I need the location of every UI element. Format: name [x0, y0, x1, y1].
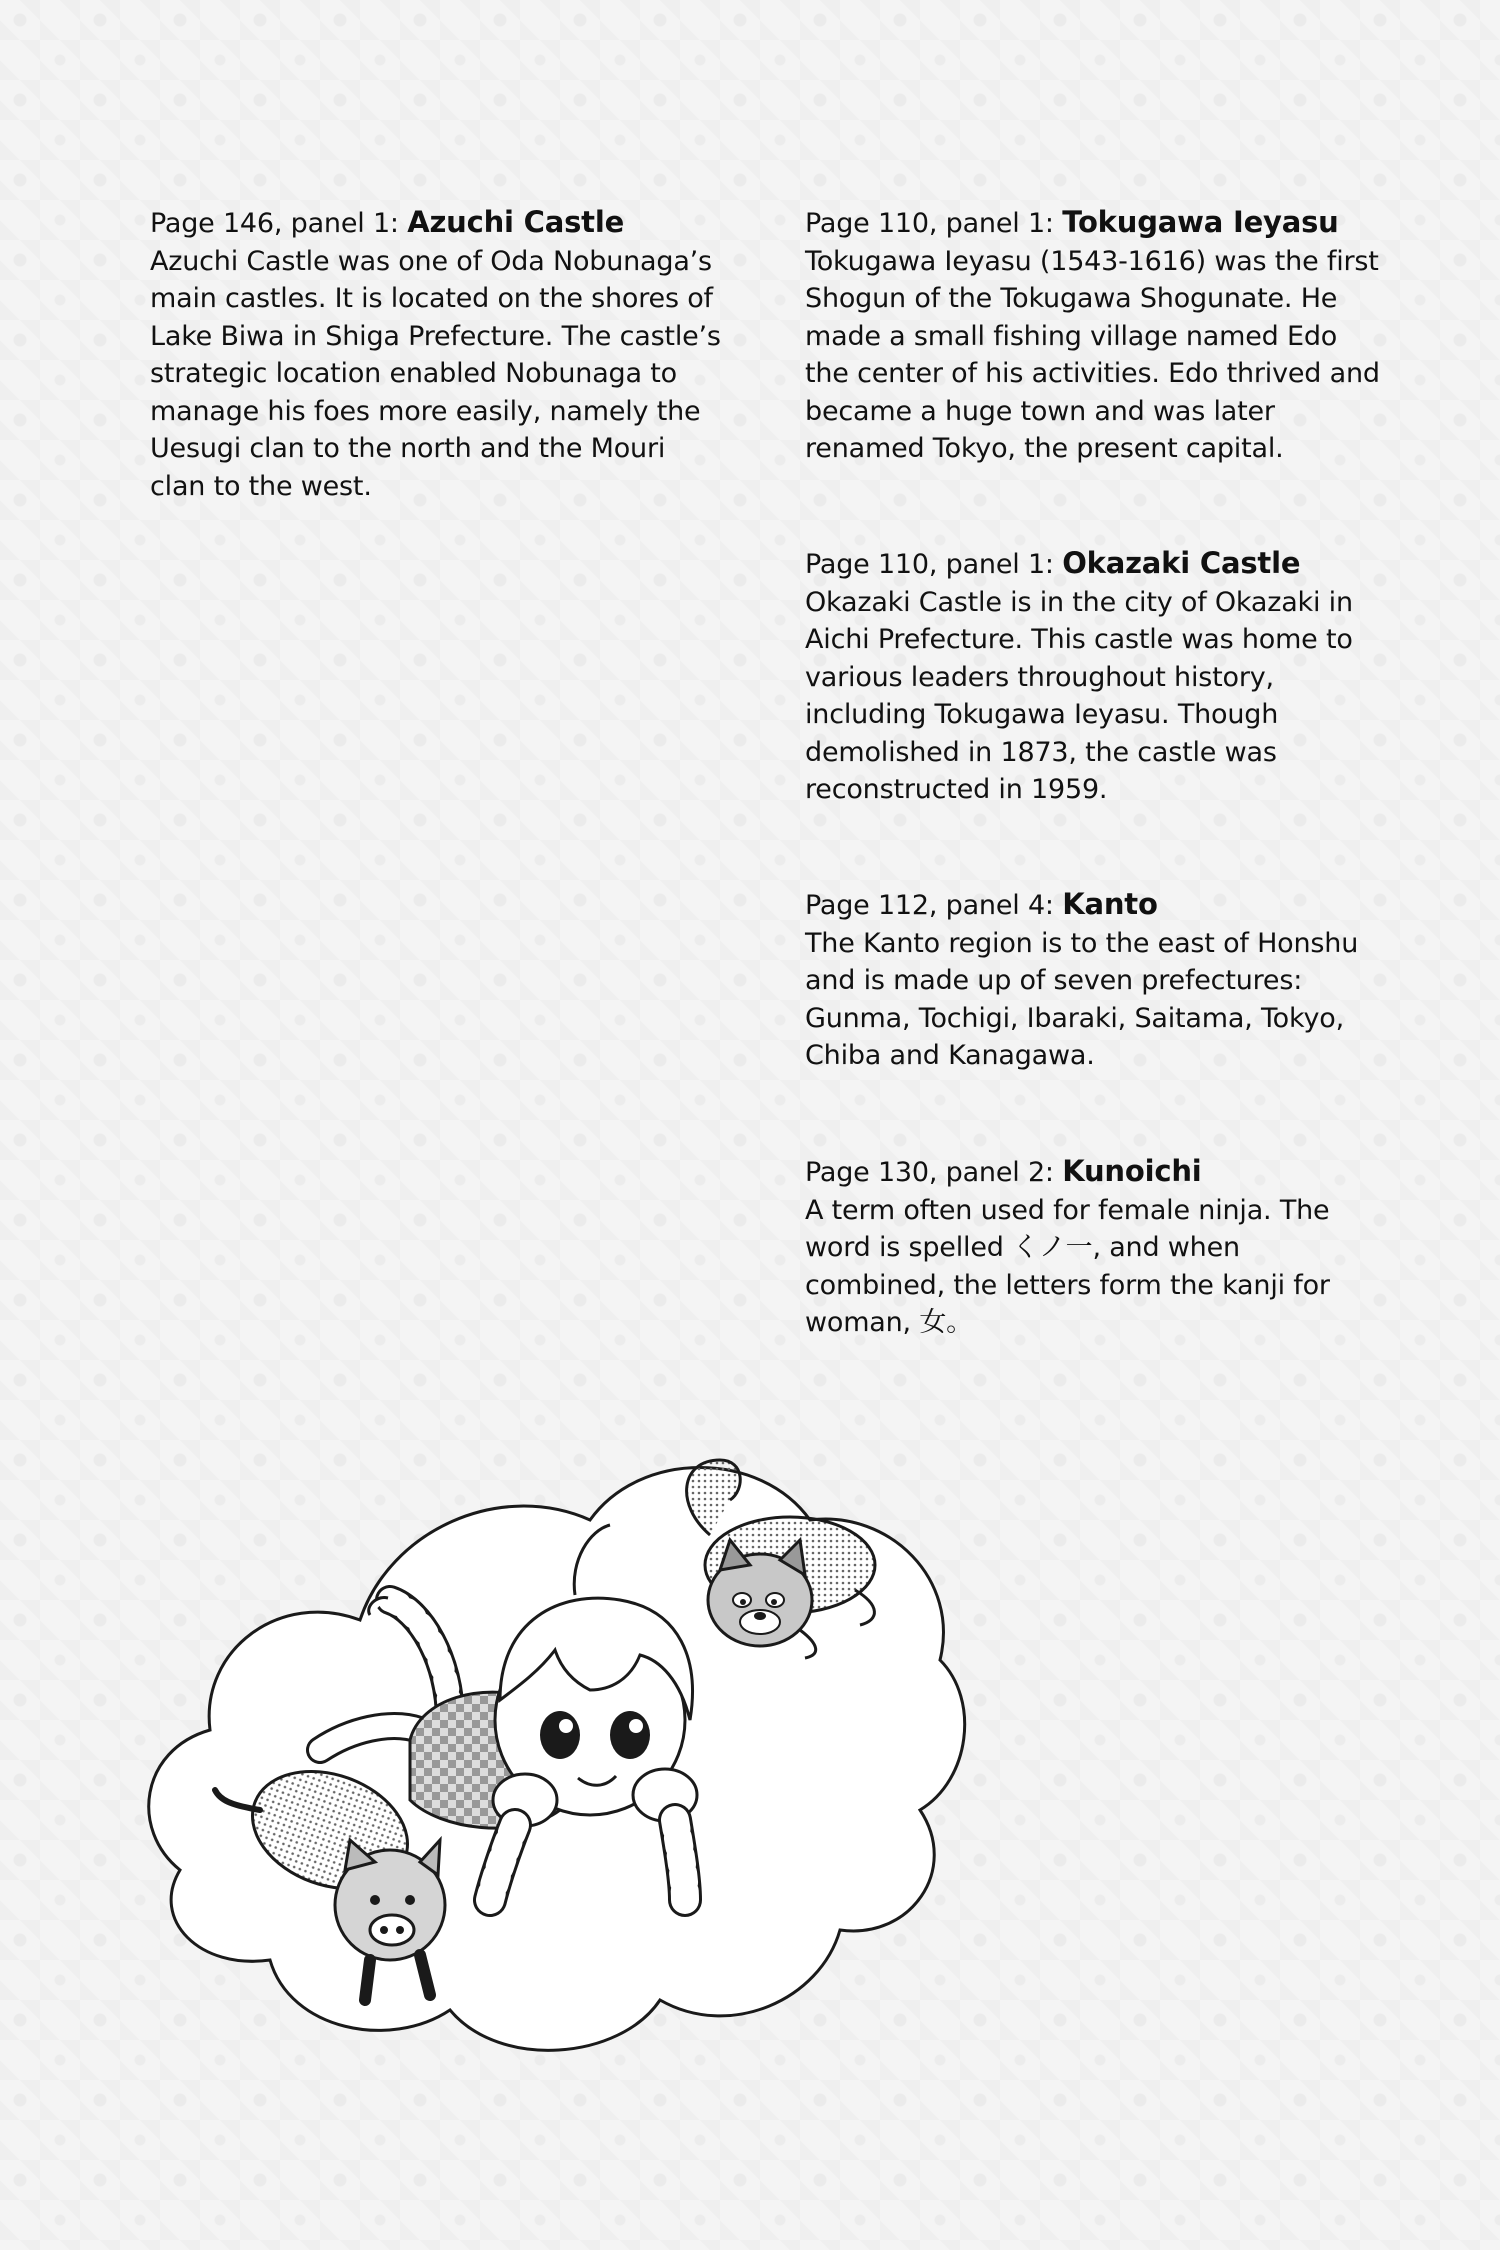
note-heading — [805, 1153, 1385, 1192]
note-body: Azuchi Castle was one of Oda Nobunaga’s main castles. It is located on the shores of Lake Biwa in Shiga Prefecture. The castle’s strategic location enabled Nobunaga to manage his foes more easily, namely the Uesugi clan to the north and the Mouri clan to the west. — [150, 245, 721, 502]
note-body: Okazaki Castle is in the city of Okazaki in Aichi Prefecture. This castle was home to various leaders throughout history, including Tokugawa Ieyasu. Though demolished in 1873, the castle was reconstructed in 1959. — [805, 586, 1353, 805]
note-page-ref: Page 110, panel 1: — [805, 208, 1054, 239]
note-term: Azuchi Castle — [407, 205, 625, 239]
note-kanto — [805, 886, 1385, 1075]
note-azuchi-castle — [150, 204, 725, 505]
note-heading — [150, 204, 725, 243]
note-term: Tokugawa Ieyasu — [1062, 205, 1339, 239]
note-term: Okazaki Castle — [1062, 546, 1301, 580]
note-page-ref: Page 112, panel 4: — [805, 890, 1054, 921]
note-page-ref: Page 146, panel 1: — [150, 208, 399, 239]
note-heading — [805, 886, 1385, 925]
note-body: Tokugawa Ieyasu (1543-1616) was the first Shogun of the Tokugawa Shogunate. He made a small fishing village named Edo the center of his activities. Edo thrived and became a huge town and was later renamed Tokyo, the present capital. — [805, 245, 1380, 464]
note-term: Kunoichi — [1062, 1154, 1202, 1188]
note-term: Kanto — [1062, 887, 1158, 921]
note-heading — [805, 204, 1385, 243]
cloud-illustration — [120, 1400, 980, 2120]
note-page-ref: Page 110, panel 1: — [805, 549, 1054, 580]
note-kunoichi — [805, 1153, 1385, 1342]
note-heading — [805, 545, 1385, 584]
note-tokugawa-ieyasu — [805, 204, 1385, 468]
note-body: The Kanto region is to the east of Honshu and is made up of seven prefectures: Gunma, Tochigi, Ibaraki, Saitama, Tokyo, Chiba and Kanagawa. — [805, 927, 1359, 1071]
note-page-ref: Page 130, panel 2: — [805, 1157, 1054, 1188]
note-body: A term often used for female ninja. The word is spelled くノ一, and when combined, the letters form the kanji for woman, 女。 — [805, 1194, 1330, 1338]
note-okazaki-castle — [805, 545, 1385, 809]
